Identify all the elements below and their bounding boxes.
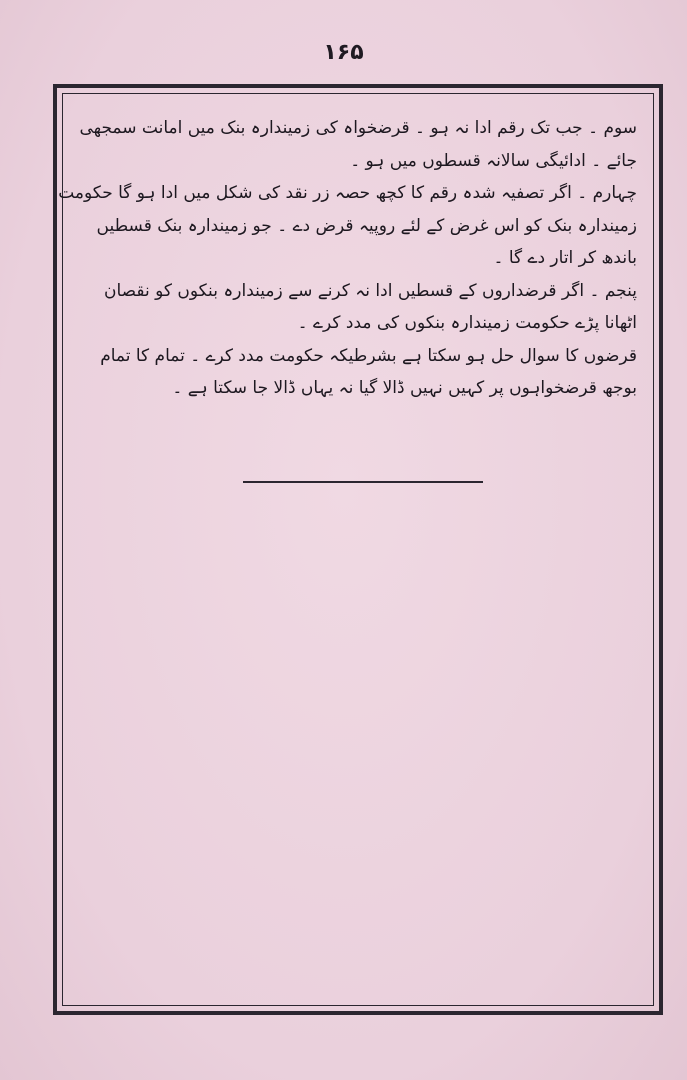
text-line: بوجھ قرضخواہوں پر کہیں نہیں ڈالا گیا نہ یہاں ڈالا جا سکتا ہے ۔ (172, 378, 637, 398)
body-text (58, 112, 637, 405)
text-line: سوم ۔ جب تک رقم ادا نہ ہو ۔ قرضخواہ کی زمیندارہ بنک میں امانت سمجھی (79, 118, 637, 138)
paragraph-third-condition (79, 112, 637, 177)
text-line: زمیندارہ بنک کو اس غرض کے لئے روپیہ قرض دے ۔ جو زمیندارہ بنک قسطیں (96, 215, 637, 236)
section-separator-rule (243, 481, 483, 483)
text-line: قرضوں کا سوال حل ہو سکتا ہے بشرطیکہ حکومت مدد کرے ۔ تمام کا تمام (100, 345, 637, 366)
paragraph-fifth-condition (82, 275, 637, 340)
paragraph-fourth-condition (58, 177, 637, 275)
paragraph-conclusion (82, 340, 637, 405)
text-line: پنجم ۔ اگر قرضداروں کے قسطیں ادا نہ کرنے سے زمیندارہ بنکوں کو نقصان (103, 280, 637, 301)
text-line: اٹھانا پڑے حکومت زمیندارہ بنکوں کی مدد کرے ۔ (297, 313, 637, 333)
text-line: باندھ کر اتار دے گا ۔ (493, 248, 637, 268)
text-line: جائے ۔ ادائیگی سالانہ قسطوں میں ہو ۔ (350, 150, 637, 171)
text-line: چہارم ۔ اگر تصفیہ شدہ رقم کا کچھ حصہ زر نقد کی شکل میں ادا ہو گا حکومت (58, 183, 637, 203)
page-number: ۱۶۵ (323, 40, 364, 65)
